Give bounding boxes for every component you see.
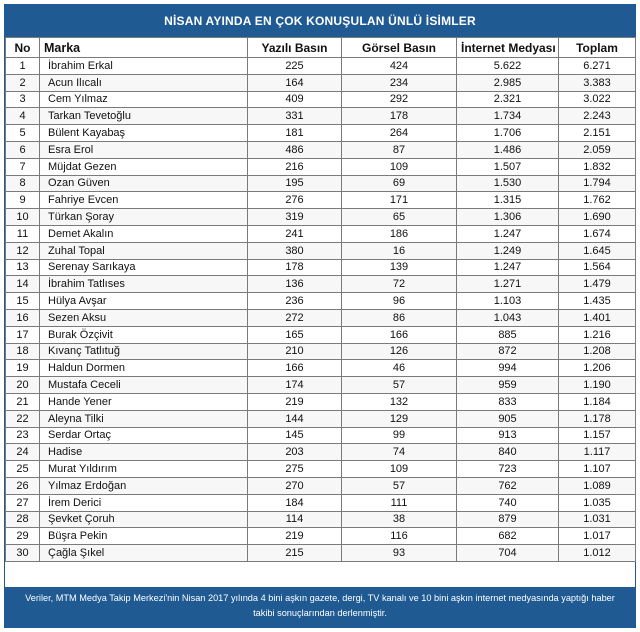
cell-marka: Demet Akalın bbox=[40, 225, 248, 242]
cell-yazili-basin: 380 bbox=[248, 242, 342, 259]
cell-yazili-basin: 136 bbox=[248, 276, 342, 293]
cell-yazili-basin: 145 bbox=[248, 427, 342, 444]
table-row bbox=[6, 192, 636, 209]
cell-toplam: 1.674 bbox=[559, 225, 636, 242]
cell-toplam: 1.012 bbox=[559, 545, 636, 562]
table-row bbox=[6, 360, 636, 377]
cell-marka: Hande Yener bbox=[40, 393, 248, 410]
cell-internet-medyasi: 879 bbox=[457, 511, 559, 528]
cell-yazili-basin: 174 bbox=[248, 377, 342, 394]
table-card bbox=[4, 4, 636, 628]
cell-marka: Bülent Kayabaş bbox=[40, 125, 248, 142]
cell-toplam: 1.157 bbox=[559, 427, 636, 444]
cell-toplam: 3.383 bbox=[559, 74, 636, 91]
table-row bbox=[6, 58, 636, 75]
cell-no: 13 bbox=[6, 259, 40, 276]
table-row bbox=[6, 91, 636, 108]
cell-internet-medyasi: 1.247 bbox=[457, 259, 559, 276]
cell-toplam: 3.022 bbox=[559, 91, 636, 108]
cell-yazili-basin: 276 bbox=[248, 192, 342, 209]
header-internet-medyasi: İnternet Medyası bbox=[457, 38, 559, 58]
cell-gorsel-basin: 126 bbox=[342, 343, 457, 360]
table-header bbox=[6, 38, 636, 58]
cell-no: 12 bbox=[6, 242, 40, 259]
cell-marka: Cem Yılmaz bbox=[40, 91, 248, 108]
table-row bbox=[6, 209, 636, 226]
cell-no: 23 bbox=[6, 427, 40, 444]
cell-no: 26 bbox=[6, 477, 40, 494]
cell-yazili-basin: 195 bbox=[248, 175, 342, 192]
cell-toplam: 2.151 bbox=[559, 125, 636, 142]
cell-toplam: 1.794 bbox=[559, 175, 636, 192]
cell-yazili-basin: 275 bbox=[248, 461, 342, 478]
cell-internet-medyasi: 1.315 bbox=[457, 192, 559, 209]
cell-no: 19 bbox=[6, 360, 40, 377]
cell-gorsel-basin: 87 bbox=[342, 141, 457, 158]
cell-gorsel-basin: 111 bbox=[342, 494, 457, 511]
cell-yazili-basin: 178 bbox=[248, 259, 342, 276]
cell-gorsel-basin: 38 bbox=[342, 511, 457, 528]
cell-internet-medyasi: 740 bbox=[457, 494, 559, 511]
cell-no: 28 bbox=[6, 511, 40, 528]
cell-gorsel-basin: 178 bbox=[342, 108, 457, 125]
cell-internet-medyasi: 1.043 bbox=[457, 309, 559, 326]
cell-gorsel-basin: 46 bbox=[342, 360, 457, 377]
cell-toplam: 1.216 bbox=[559, 326, 636, 343]
cell-marka: Ozan Güven bbox=[40, 175, 248, 192]
table-row bbox=[6, 377, 636, 394]
cell-no: 10 bbox=[6, 209, 40, 226]
table-row bbox=[6, 293, 636, 310]
cell-gorsel-basin: 139 bbox=[342, 259, 457, 276]
cell-gorsel-basin: 186 bbox=[342, 225, 457, 242]
cell-internet-medyasi: 704 bbox=[457, 545, 559, 562]
cell-toplam: 1.564 bbox=[559, 259, 636, 276]
cell-gorsel-basin: 69 bbox=[342, 175, 457, 192]
cell-no: 4 bbox=[6, 108, 40, 125]
cell-no: 11 bbox=[6, 225, 40, 242]
cell-yazili-basin: 181 bbox=[248, 125, 342, 142]
cell-no: 15 bbox=[6, 293, 40, 310]
cell-marka: Fahriye Evcen bbox=[40, 192, 248, 209]
cell-marka: Serdar Ortaç bbox=[40, 427, 248, 444]
cell-toplam: 1.206 bbox=[559, 360, 636, 377]
cell-no: 21 bbox=[6, 393, 40, 410]
table-row bbox=[6, 461, 636, 478]
ranking-table bbox=[5, 37, 636, 562]
table-row bbox=[6, 444, 636, 461]
cell-marka: Hadise bbox=[40, 444, 248, 461]
cell-gorsel-basin: 292 bbox=[342, 91, 457, 108]
cell-internet-medyasi: 1.486 bbox=[457, 141, 559, 158]
cell-no: 9 bbox=[6, 192, 40, 209]
cell-marka: Sezen Aksu bbox=[40, 309, 248, 326]
cell-internet-medyasi: 1.734 bbox=[457, 108, 559, 125]
cell-marka: Müjdat Gezen bbox=[40, 158, 248, 175]
cell-marka: Türkan Şoray bbox=[40, 209, 248, 226]
cell-no: 6 bbox=[6, 141, 40, 158]
cell-gorsel-basin: 116 bbox=[342, 528, 457, 545]
cell-no: 27 bbox=[6, 494, 40, 511]
cell-toplam: 1.479 bbox=[559, 276, 636, 293]
cell-internet-medyasi: 959 bbox=[457, 377, 559, 394]
table-body bbox=[6, 58, 636, 562]
cell-yazili-basin: 203 bbox=[248, 444, 342, 461]
cell-toplam: 1.184 bbox=[559, 393, 636, 410]
cell-yazili-basin: 165 bbox=[248, 326, 342, 343]
cell-internet-medyasi: 840 bbox=[457, 444, 559, 461]
cell-no: 5 bbox=[6, 125, 40, 142]
table-row bbox=[6, 410, 636, 427]
header-row bbox=[6, 38, 636, 58]
table-row bbox=[6, 108, 636, 125]
cell-yazili-basin: 486 bbox=[248, 141, 342, 158]
cell-internet-medyasi: 1.530 bbox=[457, 175, 559, 192]
table-row bbox=[6, 545, 636, 562]
cell-gorsel-basin: 86 bbox=[342, 309, 457, 326]
table-row bbox=[6, 511, 636, 528]
cell-no: 22 bbox=[6, 410, 40, 427]
cell-yazili-basin: 164 bbox=[248, 74, 342, 91]
cell-yazili-basin: 114 bbox=[248, 511, 342, 528]
cell-yazili-basin: 210 bbox=[248, 343, 342, 360]
cell-marka: Acun Ilıcalı bbox=[40, 74, 248, 91]
cell-gorsel-basin: 171 bbox=[342, 192, 457, 209]
cell-gorsel-basin: 166 bbox=[342, 326, 457, 343]
cell-internet-medyasi: 762 bbox=[457, 477, 559, 494]
cell-yazili-basin: 409 bbox=[248, 91, 342, 108]
table-row bbox=[6, 141, 636, 158]
cell-gorsel-basin: 109 bbox=[342, 461, 457, 478]
cell-toplam: 1.035 bbox=[559, 494, 636, 511]
cell-internet-medyasi: 723 bbox=[457, 461, 559, 478]
table-row bbox=[6, 276, 636, 293]
table-row bbox=[6, 259, 636, 276]
cell-marka: Yılmaz Erdoğan bbox=[40, 477, 248, 494]
cell-marka: Çağla Şıkel bbox=[40, 545, 248, 562]
cell-gorsel-basin: 74 bbox=[342, 444, 457, 461]
cell-marka: Şevket Çoruh bbox=[40, 511, 248, 528]
cell-toplam: 1.107 bbox=[559, 461, 636, 478]
cell-marka: Esra Erol bbox=[40, 141, 248, 158]
table-row bbox=[6, 175, 636, 192]
table-row bbox=[6, 343, 636, 360]
table-title: NİSAN AYINDA EN ÇOK KONUŞULAN ÜNLÜ İSİMLER bbox=[5, 5, 635, 37]
cell-no: 18 bbox=[6, 343, 40, 360]
cell-gorsel-basin: 234 bbox=[342, 74, 457, 91]
cell-internet-medyasi: 833 bbox=[457, 393, 559, 410]
table-row bbox=[6, 309, 636, 326]
cell-yazili-basin: 184 bbox=[248, 494, 342, 511]
table-row bbox=[6, 393, 636, 410]
cell-gorsel-basin: 96 bbox=[342, 293, 457, 310]
cell-marka: Burak Özçivit bbox=[40, 326, 248, 343]
cell-marka: Zuhal Topal bbox=[40, 242, 248, 259]
cell-yazili-basin: 241 bbox=[248, 225, 342, 242]
table-row bbox=[6, 528, 636, 545]
cell-yazili-basin: 319 bbox=[248, 209, 342, 226]
cell-gorsel-basin: 264 bbox=[342, 125, 457, 142]
cell-internet-medyasi: 1.271 bbox=[457, 276, 559, 293]
cell-no: 1 bbox=[6, 58, 40, 75]
cell-internet-medyasi: 1.103 bbox=[457, 293, 559, 310]
table-row bbox=[6, 242, 636, 259]
cell-toplam: 1.017 bbox=[559, 528, 636, 545]
cell-toplam: 1.401 bbox=[559, 309, 636, 326]
cell-internet-medyasi: 1.249 bbox=[457, 242, 559, 259]
cell-no: 2 bbox=[6, 74, 40, 91]
cell-no: 14 bbox=[6, 276, 40, 293]
table-row bbox=[6, 427, 636, 444]
cell-toplam: 1.178 bbox=[559, 410, 636, 427]
cell-internet-medyasi: 1.706 bbox=[457, 125, 559, 142]
cell-toplam: 1.089 bbox=[559, 477, 636, 494]
cell-marka: Tarkan Tevetoğlu bbox=[40, 108, 248, 125]
cell-yazili-basin: 236 bbox=[248, 293, 342, 310]
cell-toplam: 1.031 bbox=[559, 511, 636, 528]
cell-internet-medyasi: 872 bbox=[457, 343, 559, 360]
cell-toplam: 6.271 bbox=[559, 58, 636, 75]
table-row bbox=[6, 158, 636, 175]
cell-no: 7 bbox=[6, 158, 40, 175]
cell-no: 3 bbox=[6, 91, 40, 108]
cell-marka: Aleyna Tilki bbox=[40, 410, 248, 427]
cell-marka: Haldun Dormen bbox=[40, 360, 248, 377]
cell-toplam: 2.243 bbox=[559, 108, 636, 125]
cell-internet-medyasi: 1.247 bbox=[457, 225, 559, 242]
cell-yazili-basin: 219 bbox=[248, 393, 342, 410]
cell-toplam: 1.832 bbox=[559, 158, 636, 175]
cell-yazili-basin: 331 bbox=[248, 108, 342, 125]
table-row bbox=[6, 225, 636, 242]
table-row bbox=[6, 74, 636, 91]
cell-gorsel-basin: 99 bbox=[342, 427, 457, 444]
table-row bbox=[6, 477, 636, 494]
cell-internet-medyasi: 2.321 bbox=[457, 91, 559, 108]
cell-gorsel-basin: 109 bbox=[342, 158, 457, 175]
cell-internet-medyasi: 994 bbox=[457, 360, 559, 377]
cell-internet-medyasi: 1.507 bbox=[457, 158, 559, 175]
cell-gorsel-basin: 72 bbox=[342, 276, 457, 293]
cell-gorsel-basin: 93 bbox=[342, 545, 457, 562]
cell-toplam: 1.690 bbox=[559, 209, 636, 226]
cell-gorsel-basin: 424 bbox=[342, 58, 457, 75]
cell-marka: Hülya Avşar bbox=[40, 293, 248, 310]
header-yazili-basin: Yazılı Basın bbox=[248, 38, 342, 58]
cell-yazili-basin: 215 bbox=[248, 545, 342, 562]
cell-internet-medyasi: 1.306 bbox=[457, 209, 559, 226]
cell-gorsel-basin: 57 bbox=[342, 477, 457, 494]
header-marka: Marka bbox=[40, 38, 248, 58]
cell-yazili-basin: 270 bbox=[248, 477, 342, 494]
cell-marka: Serenay Sarıkaya bbox=[40, 259, 248, 276]
cell-no: 17 bbox=[6, 326, 40, 343]
cell-gorsel-basin: 57 bbox=[342, 377, 457, 394]
cell-internet-medyasi: 682 bbox=[457, 528, 559, 545]
cell-no: 25 bbox=[6, 461, 40, 478]
cell-internet-medyasi: 913 bbox=[457, 427, 559, 444]
cell-internet-medyasi: 5.622 bbox=[457, 58, 559, 75]
cell-toplam: 1.208 bbox=[559, 343, 636, 360]
cell-marka: Büşra Pekin bbox=[40, 528, 248, 545]
cell-no: 24 bbox=[6, 444, 40, 461]
cell-toplam: 1.762 bbox=[559, 192, 636, 209]
cell-toplam: 2.059 bbox=[559, 141, 636, 158]
table-row bbox=[6, 494, 636, 511]
header-no: No bbox=[6, 38, 40, 58]
header-toplam: Toplam bbox=[559, 38, 636, 58]
cell-toplam: 1.645 bbox=[559, 242, 636, 259]
source-note: Veriler, MTM Medya Takip Merkezi'nin Nisan 2017 yılında 4 bini aşkın gazete, dergi, TV kanalı ve 10 bini aşkın internet medyasında yaptığı haber takibi sonuçlarından derlenmiştir. bbox=[5, 587, 635, 627]
cell-internet-medyasi: 905 bbox=[457, 410, 559, 427]
cell-no: 20 bbox=[6, 377, 40, 394]
cell-gorsel-basin: 129 bbox=[342, 410, 457, 427]
cell-internet-medyasi: 2.985 bbox=[457, 74, 559, 91]
cell-marka: Kıvanç Tatlıtuğ bbox=[40, 343, 248, 360]
cell-yazili-basin: 216 bbox=[248, 158, 342, 175]
table-row bbox=[6, 326, 636, 343]
cell-no: 30 bbox=[6, 545, 40, 562]
cell-no: 16 bbox=[6, 309, 40, 326]
cell-no: 8 bbox=[6, 175, 40, 192]
cell-toplam: 1.435 bbox=[559, 293, 636, 310]
cell-toplam: 1.117 bbox=[559, 444, 636, 461]
cell-marka: Mustafa Ceceli bbox=[40, 377, 248, 394]
cell-marka: Murat Yıldırım bbox=[40, 461, 248, 478]
cell-gorsel-basin: 16 bbox=[342, 242, 457, 259]
cell-internet-medyasi: 885 bbox=[457, 326, 559, 343]
cell-gorsel-basin: 65 bbox=[342, 209, 457, 226]
cell-yazili-basin: 166 bbox=[248, 360, 342, 377]
cell-toplam: 1.190 bbox=[559, 377, 636, 394]
cell-marka: İrem Derici bbox=[40, 494, 248, 511]
cell-marka: İbrahim Tatlıses bbox=[40, 276, 248, 293]
cell-yazili-basin: 225 bbox=[248, 58, 342, 75]
cell-yazili-basin: 272 bbox=[248, 309, 342, 326]
cell-marka: İbrahim Erkal bbox=[40, 58, 248, 75]
cell-gorsel-basin: 132 bbox=[342, 393, 457, 410]
cell-no: 29 bbox=[6, 528, 40, 545]
cell-yazili-basin: 144 bbox=[248, 410, 342, 427]
table-row bbox=[6, 125, 636, 142]
header-gorsel-basin: Görsel Basın bbox=[342, 38, 457, 58]
cell-yazili-basin: 219 bbox=[248, 528, 342, 545]
